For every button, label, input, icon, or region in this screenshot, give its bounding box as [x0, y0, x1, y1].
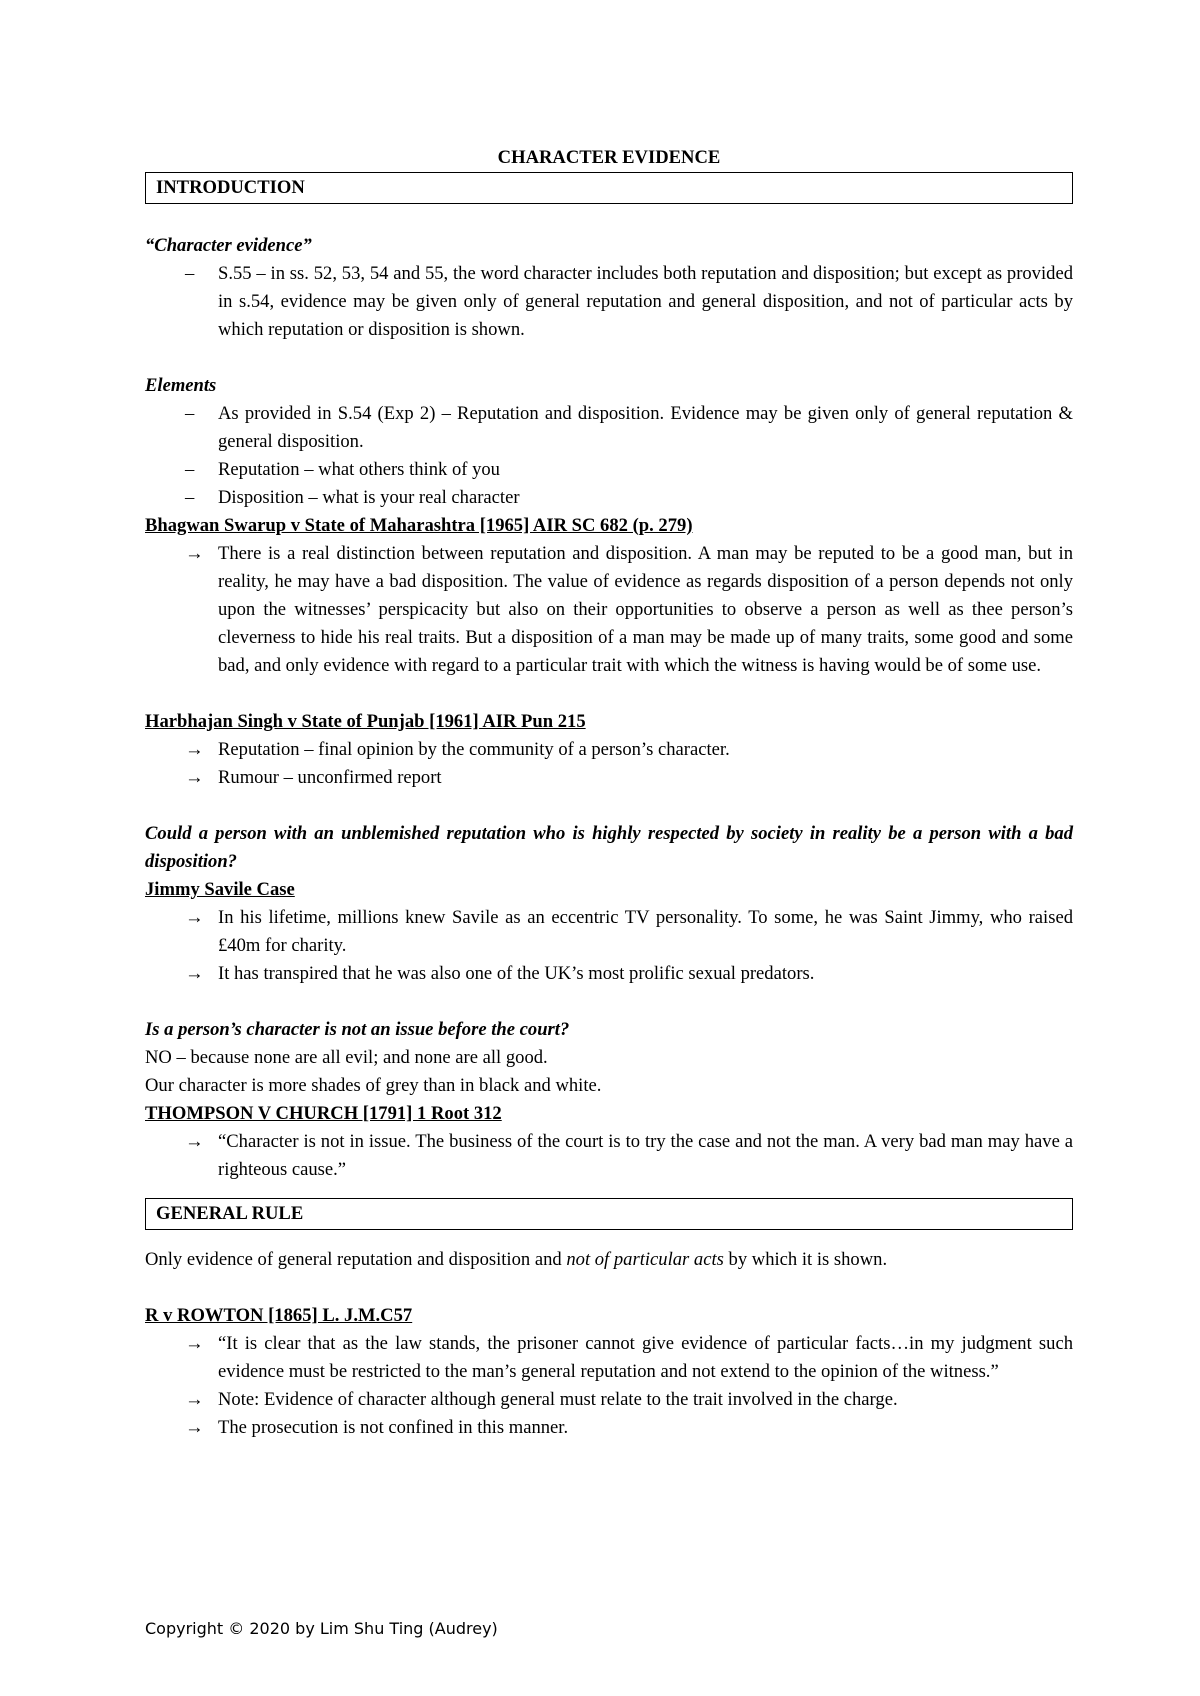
- spacer: [145, 680, 1073, 708]
- case-points: [145, 540, 1073, 680]
- case-points: [145, 1330, 1073, 1442]
- spacer: [145, 1230, 1073, 1246]
- list-item: [145, 904, 1073, 960]
- section-header-introduction: INTRODUCTION: [145, 172, 1073, 204]
- list-item-text: In his lifetime, millions knew Savile as an eccentric TV personality. To some, he was Saint Jimmy, who raised £40m for charity.: [218, 907, 1073, 956]
- answer-line: NO – because none are all evil; and none are all good.: [145, 1047, 548, 1068]
- list-item-text: S.55 – in ss. 52, 53, 54 and 55, the word character includes both reputation and disposition; but except as provided in s.54, evidence may be given only of general reputation and general disposition, and not of particular acts by which reputation or disposition is shown.: [218, 263, 1073, 340]
- list-item: [145, 1128, 1073, 1184]
- text-run: Only evidence of general reputation and disposition and: [145, 1249, 567, 1270]
- document-body: [145, 144, 1073, 1442]
- list-item-text: Rumour – unconfirmed report: [218, 767, 442, 788]
- spacer: [145, 204, 1073, 232]
- question-heading: Could a person with an unblemished reputation who is highly respected by society in reality be a person with a bad disposition?: [145, 823, 1073, 872]
- definition-list: [145, 260, 1073, 344]
- copyright-footer: Copyright © 2020 by Lim Shu Ting (Audrey): [145, 1619, 498, 1638]
- arrow-bullet-icon: →: [185, 739, 204, 760]
- arrow-bullet-icon: →: [185, 543, 204, 564]
- spacer: [145, 1274, 1073, 1302]
- list-item: [145, 260, 1073, 344]
- text-run: by which it is shown.: [723, 1249, 888, 1270]
- list-item: [145, 764, 1073, 792]
- case-points: [145, 736, 1073, 792]
- spacer: [145, 344, 1073, 372]
- list-item-text: There is a real distinction between reputation and disposition. A man may be reputed to be a good man, but in reality, he may have a bad disposition. The value of evidence as regards disposition of a person depends not only upon the witnesses’ perspicacity but also on their opportunities to observe a person as well as thee person’s cleverness to hide his real traits. But a disposition of a man may be made up of many traits, some good and some bad, and only evidence with regard to a particular trait with which the witness is having would be of some use.: [218, 543, 1073, 676]
- arrow-bullet-icon: →: [185, 767, 204, 788]
- list-item-text: Reputation – final opinion by the community of a person’s character.: [218, 739, 730, 760]
- definition-label: “Character evidence”: [145, 235, 312, 256]
- arrow-bullet-icon: →: [185, 1131, 204, 1152]
- dash-bullet: –: [185, 403, 195, 424]
- list-item: [145, 1330, 1073, 1386]
- arrow-bullet-icon: →: [185, 963, 204, 984]
- arrow-bullet-icon: →: [185, 1333, 204, 1354]
- list-item: [145, 456, 1073, 484]
- arrow-bullet-icon: →: [185, 907, 204, 928]
- list-item: [145, 736, 1073, 764]
- text-run-italic: not of particular acts: [566, 1249, 724, 1270]
- case-heading-r-v-rowton: R v ROWTON [1865] L. J.M.C57: [145, 1305, 413, 1326]
- list-item: [145, 1386, 1073, 1414]
- list-item: [145, 540, 1073, 680]
- list-item-text: The prosecution is not confined in this manner.: [218, 1417, 569, 1438]
- dash-bullet: –: [185, 487, 195, 508]
- elements-label: Elements: [145, 375, 217, 396]
- list-item: [145, 400, 1073, 456]
- list-item-text: It has transpired that he was also one of the UK’s most prolific sexual predators.: [218, 963, 815, 984]
- case-points: [145, 904, 1073, 988]
- spacer: [145, 1184, 1073, 1198]
- document-title: CHARACTER EVIDENCE: [497, 147, 721, 168]
- elements-list: [145, 400, 1073, 512]
- list-item: [145, 484, 1073, 512]
- list-item: [145, 1414, 1073, 1442]
- list-item-text: “It is clear that as the law stands, the prisoner cannot give evidence of particular facts…in my judgment such evidence must be restricted to the man’s general reputation and not extend to the opinion of the witness.”: [218, 1333, 1073, 1382]
- case-heading-harbhajan-singh: Harbhajan Singh v State of Punjab [1961] AIR Pun 215: [145, 711, 586, 732]
- section-header-general-rule: GENERAL RULE: [145, 1198, 1073, 1230]
- case-heading-bhagwan-swarup: Bhagwan Swarup v State of Maharashtra [1965] AIR SC 682 (p. 279): [145, 515, 693, 536]
- case-heading-thompson-v-church: THOMPSON V CHURCH [1791] 1 Root 312: [145, 1103, 502, 1124]
- arrow-bullet-icon: →: [185, 1417, 204, 1438]
- dash-bullet: –: [185, 459, 195, 480]
- case-heading-jimmy-savile: Jimmy Savile Case: [145, 879, 295, 900]
- general-rule-text: [145, 1246, 1073, 1274]
- spacer: [145, 792, 1073, 820]
- list-item-text: Reputation – what others think of you: [218, 459, 500, 480]
- spacer: [145, 988, 1073, 1016]
- dash-bullet: –: [185, 263, 195, 284]
- list-item-text: “Character is not in issue. The business of the court is to try the case and not the man. A very bad man may have a righteous cause.”: [218, 1131, 1073, 1180]
- list-item: [145, 960, 1073, 988]
- list-item-text: Note: Evidence of character although general must relate to the trait involved in the charge.: [218, 1389, 898, 1410]
- case-points: [145, 1128, 1073, 1184]
- question-heading: Is a person’s character is not an issue before the court?: [145, 1019, 570, 1040]
- arrow-bullet-icon: →: [185, 1389, 204, 1410]
- list-item-text: As provided in S.54 (Exp 2) – Reputation and disposition. Evidence may be given only of general reputation & general disposition.: [218, 403, 1073, 452]
- answer-line: Our character is more shades of grey than in black and white.: [145, 1075, 602, 1096]
- list-item-text: Disposition – what is your real character: [218, 487, 520, 508]
